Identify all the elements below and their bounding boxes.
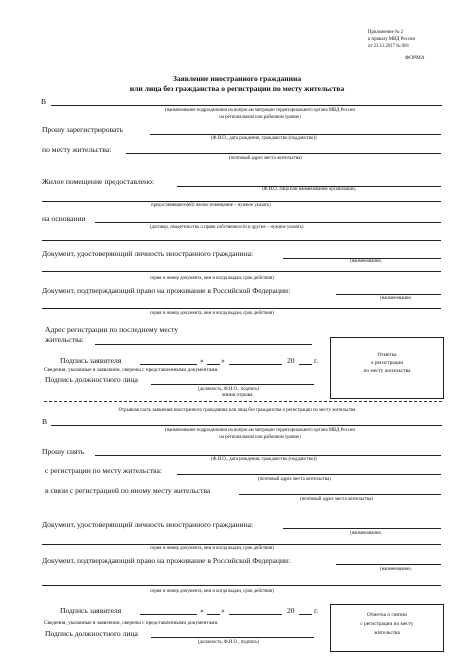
- bottom-right-doc-hint: (наименование,: [380, 567, 412, 572]
- annex-line-1: Приложение № 2: [368, 30, 404, 35]
- residence-label: по месту жительства:: [42, 145, 112, 154]
- deregistration-mark-line-3: жительства: [374, 630, 400, 636]
- tear-off-dashed-line: [44, 401, 442, 402]
- bottom-official-signature-hint: (должность, Ф.И.О., подпись): [198, 640, 260, 645]
- official-signature-label: Подпись должностного лица: [45, 375, 138, 384]
- official-signature-hint: (должность, Ф.И.О., подпись): [198, 387, 260, 392]
- id-doc-hint: (наименование,: [350, 259, 382, 264]
- bottom-year-line[interactable]: [299, 614, 312, 615]
- residence-address-line[interactable]: [126, 153, 441, 154]
- official-signature-line[interactable]: [151, 384, 314, 385]
- bottom-right-doc-label: Документ, подтверждающий право на проживание в Российской Федерации:: [42, 556, 291, 565]
- year-suffix: г.: [314, 356, 319, 365]
- bottom-id-doc-label: Документ, удостоверяющий личность иностранного гражданина:: [42, 520, 254, 529]
- id-doc-label: Документ, удостоверяющий личность иностранного гражданина:: [42, 249, 254, 258]
- right-doc-line[interactable]: [336, 294, 441, 295]
- housing-label: Жилое помещение предоставлено:: [42, 177, 155, 186]
- department-hint-1: (наименование подразделения по вопросам миграции территориального органа МВД России: [165, 108, 355, 113]
- form-label: ФОРМА: [405, 55, 425, 61]
- month-line[interactable]: [229, 364, 282, 365]
- bottom-right-doc-line-2[interactable]: [42, 585, 441, 586]
- remove-person-hint: (Ф.И.О., дата рождения, гражданство (подданство)): [211, 457, 317, 462]
- quote-close: »: [221, 356, 225, 365]
- annex-line-3: от 23.11.2017 № 881: [368, 44, 410, 49]
- bottom-month-line[interactable]: [229, 614, 282, 615]
- prev-address-label-2: жительства:: [45, 335, 84, 344]
- right-doc-label: Документ, подтверждающий право на проживание в Российской Федерации:: [42, 286, 291, 295]
- bottom-department-hint-1: (наименование подразделения по вопросам миграции территориального органа МВД России: [165, 428, 355, 433]
- quote-open: «: [200, 356, 204, 365]
- right-doc-hint: (наименование,: [380, 296, 412, 301]
- title-line-2: или лица без гражданства о регистрации по месту жительства: [129, 84, 345, 93]
- bottom-official-signature-label: Подпись должностного лица: [45, 629, 138, 638]
- title-line-1: Заявление иностранного гражданина: [172, 74, 302, 83]
- register-person-hint: (Ф.И.О., дата рождения, гражданство (подданство)): [211, 136, 317, 141]
- bottom-official-signature-line[interactable]: [151, 637, 314, 638]
- residence-address-hint: (почтовый адрес места жительства): [229, 156, 302, 161]
- registration-mark-box: [330, 337, 444, 399]
- other-residence-label: в связи с регистрацией по иному месту жительства: [45, 486, 211, 495]
- bottom-day-line[interactable]: [207, 614, 220, 615]
- bottom-department-line[interactable]: [51, 425, 442, 426]
- registration-mark-line-2: о регистрации: [370, 360, 404, 366]
- bottom-id-doc-hint-2: серия и номер документа, кем и когда выдан, срок действия): [150, 546, 274, 551]
- basis-line-2[interactable]: [42, 240, 441, 241]
- day-line[interactable]: [207, 364, 220, 365]
- year-line[interactable]: [299, 364, 312, 365]
- reg-residence-line[interactable]: [177, 474, 441, 475]
- bottom-id-doc-line-2[interactable]: [42, 544, 441, 545]
- bottom-right-doc-line[interactable]: [336, 564, 441, 565]
- registration-mark-line-1: Отметка: [377, 352, 397, 358]
- bottom-year-prefix: 20: [287, 606, 295, 615]
- basis-hint: (договор, свидетельство о праве собственности и другие – нужное указать): [150, 225, 304, 230]
- other-residence-hint: (почтовый адрес места жительства): [300, 497, 373, 502]
- department-line[interactable]: [51, 105, 442, 106]
- applicant-signature-label: Подпись заявителя: [60, 356, 122, 365]
- annex-line-2: к приказу МВД России: [368, 37, 416, 42]
- tear-off-caption: Отрывная часть заявления иностранного гражданина или лица без гражданства о регистрации по месту жительства: [118, 408, 356, 413]
- applicant-signature-line[interactable]: [140, 364, 197, 365]
- deregistration-mark-box: [330, 604, 444, 652]
- bottom-quote-close: »: [221, 606, 225, 615]
- id-doc-hint-2: серия и номер документа, кем и когда выдан, срок действия): [150, 276, 274, 281]
- bottom-verified-note: Сведения, указанные в заявлении, сверены с представленными документами.: [44, 620, 219, 626]
- tear-off-label: линия отрыва: [221, 392, 253, 398]
- prev-address-line[interactable]: [95, 344, 312, 345]
- other-residence-line[interactable]: [239, 494, 441, 495]
- bottom-id-doc-hint: (наименование,: [350, 531, 382, 536]
- id-doc-line-2[interactable]: [42, 271, 441, 272]
- right-doc-hint-2: серия и номер документа, кем и когда выдан, срок действия): [150, 311, 274, 316]
- housing-provider-hint: (Ф.И.О. лица или наименование организации,: [262, 187, 356, 192]
- bottom-id-doc-line[interactable]: [283, 528, 441, 529]
- basis-line[interactable]: [95, 222, 441, 223]
- housing-provider-hint-2: предоставившего(ей) жилое помещение – нужное указать): [151, 203, 271, 208]
- bottom-applicant-signature-line[interactable]: [140, 614, 197, 615]
- bottom-v-label: В: [42, 417, 48, 426]
- housing-provider-line-2[interactable]: [42, 201, 441, 202]
- deregistration-mark-line-1: Отметка о снятии: [367, 612, 407, 618]
- verified-note: Сведения, указанные в заявлении, сверены с представленными документами.: [44, 367, 219, 373]
- right-doc-line-2[interactable]: [42, 308, 441, 309]
- reg-residence-label: с регистрации по месту жительства:: [45, 466, 162, 475]
- department-hint-2: на региональном или районном уровне): [219, 115, 301, 120]
- remove-label: Прошу снять: [42, 447, 85, 456]
- prev-address-label-1: Адрес регистрации по последнему месту: [45, 325, 179, 334]
- v-label: В: [41, 97, 47, 106]
- year-prefix: 20: [287, 356, 295, 365]
- bottom-year-suffix: г.: [314, 606, 319, 615]
- bottom-quote-open: «: [200, 606, 204, 615]
- register-label: Прошу зарегистрировать: [42, 125, 124, 134]
- bottom-right-doc-hint-2: серия и номер документа, кем и когда выдан, срок действия): [150, 589, 274, 594]
- basis-label: на основании: [42, 214, 86, 223]
- bottom-applicant-signature-label: Подпись заявителя: [60, 606, 122, 615]
- reg-residence-hint: (почтовый адрес места жительства): [258, 477, 331, 482]
- register-person-line[interactable]: [150, 134, 441, 135]
- bottom-department-hint-2: на региональном или районном уровне): [219, 435, 301, 440]
- remove-person-line[interactable]: [95, 455, 441, 456]
- registration-mark-line-3: по месту жительства: [363, 368, 411, 374]
- deregistration-mark-line-2: с регистрации по месту: [360, 621, 414, 627]
